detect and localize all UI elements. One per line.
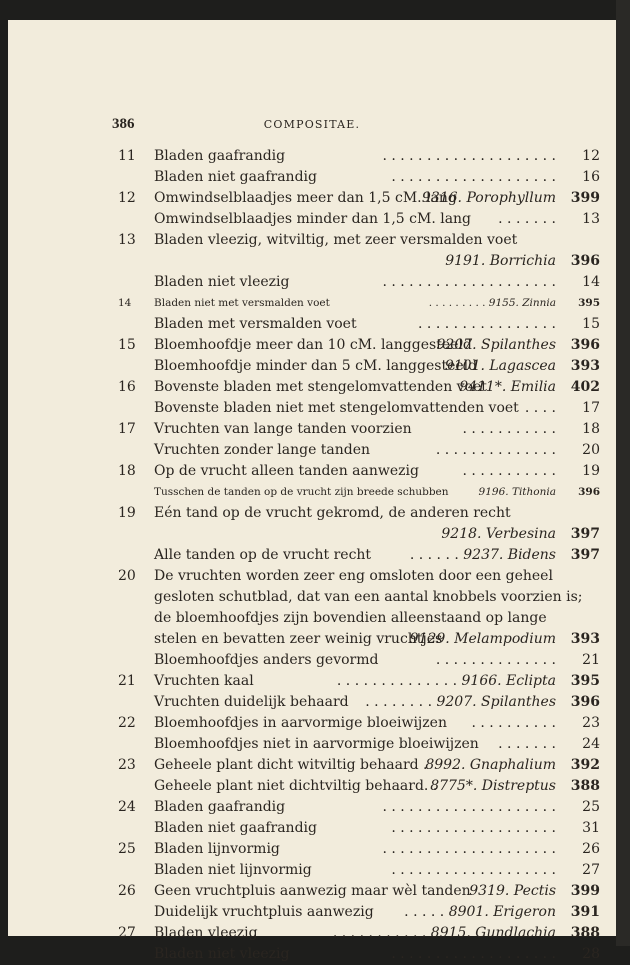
dot-leader: . . . . . . . (498, 736, 556, 752)
taxon-name: 9129. Melampodium (409, 631, 556, 647)
reference-number: 395 (578, 297, 600, 309)
key-text: Alle tanden op de vrucht recht (154, 547, 372, 563)
key-row (8, 461, 616, 482)
key-text: Bladen niet vleezig (154, 946, 290, 962)
reference-number: 28 (582, 946, 600, 962)
key-text: Geen vruchtpluis aanwezig maar wèl tanden (154, 883, 471, 899)
couplet-number: 18 (118, 463, 136, 479)
key-row (8, 566, 616, 650)
dot-leader: . . . . . . . . . . . . . . (435, 442, 556, 458)
key-row (8, 209, 616, 230)
taxon-name: . . . . . . . . . . . . . . 9166. Eclipta (336, 673, 556, 689)
key-row (8, 797, 616, 818)
taxon-name: 9207. Spilanthes (436, 337, 556, 353)
reference-number: 399 (570, 883, 600, 899)
taxon-name: 9319. Pectis (469, 883, 556, 899)
taxon-name: 9218. Verbesina (441, 526, 556, 542)
key-row (8, 335, 616, 356)
reference-number: 21 (582, 652, 600, 668)
key-text: Bladen niet gaafrandig (154, 169, 317, 185)
key-text: Bloemhoofdjes in aarvormige bloeiwijzen (154, 715, 447, 731)
reference-number: 26 (582, 841, 600, 857)
key-row (8, 146, 616, 167)
reference-number: 15 (582, 316, 600, 332)
identification-key (8, 146, 616, 965)
reference-number: 397 (570, 547, 600, 563)
page-header (8, 116, 616, 136)
reference-number: 396 (570, 253, 600, 269)
key-text: Bladen vleezig (154, 925, 258, 941)
taxon-name: 9191. Borrichia (445, 253, 556, 269)
key-text: Bladen met versmalden voet (154, 316, 357, 332)
reference-number: 27 (582, 862, 600, 878)
key-text: Bladen niet met versmalden voet (154, 297, 330, 309)
taxon-name: 9316. Porophyllum (421, 190, 556, 206)
taxon-name: . . . . . 8901. Erigeron (404, 904, 556, 920)
dot-leader: . . . . . . . . . . . . . . . . (418, 316, 556, 332)
reference-number: 17 (582, 400, 600, 416)
key-text: Bovenste bladen met stengelomvattenden voet (154, 379, 487, 395)
key-row (8, 377, 616, 398)
key-row (8, 923, 616, 944)
reference-number: 391 (570, 904, 600, 920)
key-text: Omwindselblaadjes minder dan 1,5 cM. lang (154, 211, 472, 227)
key-text: Bladen gaafrandig (154, 799, 286, 815)
key-row (8, 419, 616, 440)
key-text: Vruchten kaal (154, 673, 254, 689)
key-text: De vruchten worden zeer eng omsloten door een geheel gesloten schutblad, dat van een aantal knobbels voorzien is; de bloemhoofdjes zijn bovendien alleenstaand op lange stelen en bevatten zeer weinig vruchtjes (154, 568, 583, 647)
key-row (8, 440, 616, 461)
dot-leader: . . . . . . . . . . . . . . . . . . . (391, 946, 556, 962)
key-text: Bloemhoofdjes anders gevormd (154, 652, 379, 668)
key-row (8, 755, 616, 776)
reference-number: 18 (582, 421, 600, 437)
taxon-name: 8775*. Distreptus (430, 778, 556, 794)
key-text: Bladen gaafrandig (154, 148, 286, 164)
key-text: Bloemhoofdje minder dan 5 cM. langgesteeld (154, 358, 478, 374)
key-text: Bladen niet vleezig (154, 274, 290, 290)
dot-leader: . . . . . . . . . . . . . . . . . . . (391, 862, 556, 878)
reference-number: 14 (582, 274, 600, 290)
taxon-name: . . . . . . . . . . . 8915. Gundlachia (332, 925, 556, 941)
key-text: Bladen lijnvormig (154, 841, 280, 857)
couplet-number: 22 (118, 715, 136, 731)
book-page (8, 20, 616, 962)
page-number: 386 (112, 116, 135, 132)
reference-number: 395 (570, 673, 600, 689)
key-row (8, 482, 616, 503)
reference-number: 396 (570, 337, 600, 353)
couplet-number: 19 (118, 505, 136, 521)
key-row (8, 293, 616, 314)
key-text: Bladen niet lijnvormig (154, 862, 312, 878)
key-row (8, 713, 616, 734)
taxon-name: . . . . . . 9237. Bidens (409, 547, 556, 563)
key-row (8, 356, 616, 377)
couplet-number: 15 (118, 337, 136, 353)
key-row (8, 860, 616, 881)
taxon-name: 8992. Gnaphalium (425, 757, 556, 773)
reference-number: 397 (570, 526, 600, 542)
key-row (8, 398, 616, 419)
reference-number: 31 (582, 820, 600, 836)
key-text: Bloemhoofdje meer dan 10 cM. langgesteeld (154, 337, 472, 353)
key-row (8, 839, 616, 860)
dot-leader: . . . . . . . . . . . . . . . . . . . (391, 169, 556, 185)
reference-number: 402 (570, 379, 600, 395)
key-row (8, 776, 616, 797)
key-row (8, 671, 616, 692)
reference-number: 393 (570, 631, 600, 647)
couplet-number: 26 (118, 883, 136, 899)
reference-number: 392 (570, 757, 600, 773)
taxon-name: . . . . . . . . 9207. Spilanthes (365, 694, 556, 710)
key-row (8, 545, 616, 566)
key-text: Tusschen de tanden op de vrucht zijn breede schubben (154, 486, 449, 498)
dot-leader: . . . . . . . . . . . . . . . . . . . (391, 820, 556, 836)
reference-number: 19 (582, 463, 600, 479)
key-row (8, 167, 616, 188)
key-row (8, 314, 616, 335)
dot-leader: . . . . . . . . . . . . . . . . . . . . (382, 148, 556, 164)
couplet-number: 21 (118, 673, 136, 689)
couplet-number: 27 (118, 925, 136, 941)
dot-leader: . . . . . . . . . . . (462, 463, 556, 479)
dot-leader: . . . . . . . . . . (471, 715, 556, 731)
couplet-number: 23 (118, 757, 136, 773)
reference-number: 25 (582, 799, 600, 815)
key-text: Eén tand op de vrucht gekromd, de anderen recht (154, 505, 511, 521)
couplet-number: 13 (118, 232, 136, 248)
reference-number: 23 (582, 715, 600, 731)
book-spine-edge (616, 0, 630, 946)
key-text: Vruchten zonder lange tanden (154, 442, 371, 458)
dot-leader: . . . . (524, 400, 556, 416)
couplet-number: 16 (118, 379, 136, 395)
key-text: Bovenste bladen niet met stengelomvattenden voet (154, 400, 519, 416)
key-text: Vruchten van lange tanden voorzien (154, 421, 412, 437)
couplet-number: 11 (118, 148, 136, 164)
dot-leader: . . . . . . . . . . . . . . . . . . . . (382, 799, 556, 815)
key-text: Op de vrucht alleen tanden aanwezig (154, 463, 419, 479)
key-text: Geheele plant niet dichtviltig behaard. . (154, 778, 438, 794)
couplet-number: 12 (118, 190, 136, 206)
key-row (8, 818, 616, 839)
key-row (8, 188, 616, 209)
key-row (8, 902, 616, 923)
reference-number: 24 (582, 736, 600, 752)
key-text: Bloemhoofdjes niet in aarvormige bloeiwijzen (154, 736, 479, 752)
key-row (8, 944, 616, 965)
key-text: Bladen niet gaafrandig (154, 820, 317, 836)
taxon-name: . . . . . . . . . 9155. Zinnia (428, 297, 556, 309)
key-row (8, 650, 616, 671)
key-row (8, 692, 616, 713)
key-text: Geheele plant dicht witviltig behaard . (154, 757, 428, 773)
dot-leader: . . . . . . . . . . . . . . (435, 652, 556, 668)
key-row (8, 230, 616, 272)
taxon-name: 9411*. Emilia (459, 379, 556, 395)
key-text: Vruchten duidelijk behaard (154, 694, 349, 710)
couplet-number: 17 (118, 421, 136, 437)
reference-number: 388 (570, 778, 600, 794)
key-row (8, 734, 616, 755)
reference-number: 12 (582, 148, 600, 164)
reference-number: 396 (570, 694, 600, 710)
key-row (8, 272, 616, 293)
running-title: COMPOSITAE. (263, 118, 361, 131)
taxon-name: 9101. Lagascea (444, 358, 556, 374)
reference-number: 388 (570, 925, 600, 941)
couplet-number: 14 (118, 297, 132, 309)
key-row (8, 881, 616, 902)
taxon-name: 9196. Tithonia (478, 486, 556, 498)
couplet-number: 24 (118, 799, 136, 815)
key-text: Omwindselblaadjes meer dan 1,5 cM. lang (154, 190, 457, 206)
couplet-number: 20 (118, 568, 136, 584)
key-text: Duidelijk vruchtpluis aanwezig (154, 904, 374, 920)
reference-number: 399 (570, 190, 600, 206)
couplet-number: 25 (118, 841, 136, 857)
reference-number: 20 (582, 442, 600, 458)
reference-number: 13 (582, 211, 600, 227)
reference-number: 396 (578, 486, 600, 498)
dot-leader: . . . . . . . (498, 211, 556, 227)
key-row (8, 503, 616, 545)
dot-leader: . . . . . . . . . . . (462, 421, 556, 437)
key-text: Bladen vleezig, witviltig, met zeer versmalden voet (154, 232, 518, 248)
reference-number: 16 (582, 169, 600, 185)
reference-number: 393 (570, 358, 600, 374)
dot-leader: . . . . . . . . . . . . . . . . . . . . (382, 274, 556, 290)
dot-leader: . . . . . . . . . . . . . . . . . . . . (382, 841, 556, 857)
